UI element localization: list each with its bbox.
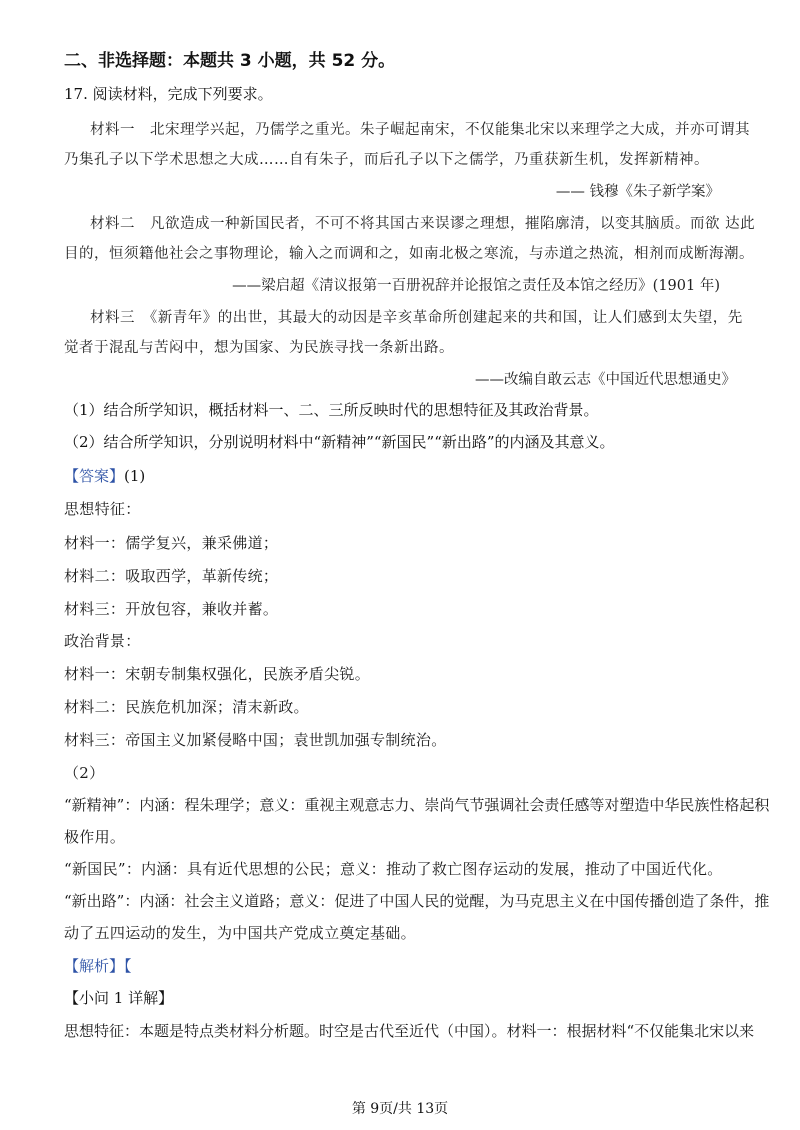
page-footer: 第 9页/共 13页 [351, 1101, 449, 1117]
section-title: 二、非选择题：本题共 3 小题，共 52 分。 [64, 51, 396, 71]
analysis-bracket: 【 [124, 957, 132, 975]
answer-part-1-label: (1) [124, 467, 146, 485]
material-1-source: —— 钱穆《朱子新学案》 [555, 184, 720, 200]
material-3-line-2: 觉者于混乱与苦闷中，想为国家、为民族寻找一条新出路。 [64, 340, 454, 356]
thought-item-2: 材料二：吸取西学，革新传统； [64, 567, 279, 585]
material-1-line-2: 乃集孔子以下学术思想之大成……自有朱子，而后孔子以下之儒学，乃重获新生机，发挥新精神。 [64, 152, 709, 168]
material-1-line-1: 材料一 北宋理学兴起，乃儒学之重光。朱子崛起南宋，不仅能集北宋以来理学之大成，并亦可谓其 [90, 122, 750, 138]
answer-tag: 【答案】 [64, 467, 125, 485]
analysis-heading [64, 956, 132, 976]
material-2-source: ——梁启超《清议报第一百册祝辞并论报馆之责任及本馆之经历》(1901 年) [232, 278, 720, 294]
question-prompt: 17. 阅读材料，完成下列要求。 [64, 85, 273, 103]
material-3-source: ——改编自敢云志《中国近代思想通史》 [475, 372, 736, 388]
material-3-line-1: 材料三 《新青年》的出世，其最大的动因是辛亥革命所创建起来的共和国，让人们感到太失望，先 [90, 310, 743, 326]
road-line-2: 动了五四运动的发生，为中国共产党成立奠定基础。 [64, 924, 416, 942]
politics-heading: 政治背景： [64, 632, 141, 650]
politics-item-1: 材料一：宋朝专制集权强化，民族矛盾尖锐。 [64, 665, 371, 683]
material-2-line-2: 目的，恒须籍他社会之事物理论，输入之而调和之，如南北极之寒流，与赤道之热流，相剂而成断海潮。 [64, 246, 754, 262]
material-2-line-1: 材料二 凡欲造成一种新国民者，不可不将其国古来误谬之理想，摧陷廓清，以变其脑质。而欲 达此 [90, 216, 756, 232]
sub-question-2: （2）结合所学知识，分别说明材料中“新精神”“新国民”“新出路”的内涵及其意义。 [64, 433, 615, 451]
spirit-line-2: 极作用。 [64, 828, 126, 846]
analysis-tag: 【解析】 [64, 957, 125, 975]
citizen-line: “新国民”：内涵：具有近代思想的公民；意义：推动了救亡图存运动的发展，推动了中国近代化。 [64, 860, 723, 878]
sub-question-1: （1）结合所学知识，概括材料一、二、三所反映时代的思想特征及其政治背景。 [64, 401, 599, 419]
thought-heading: 思想特征： [64, 500, 141, 518]
answer-part-2-label: （2） [64, 764, 105, 782]
politics-item-3: 材料三：帝国主义加紧侵略中国；袁世凯加强专制统治。 [64, 731, 447, 749]
thought-item-3: 材料三：开放包容，兼收并蓄。 [64, 600, 279, 618]
analysis-text: 思想特征：本题是特点类材料分析题。时空是古代至近代（中国）。材料一：根据材料“不仅能集北宋以来 [64, 1022, 755, 1040]
thought-item-1: 材料一：儒学复兴，兼采佛道； [64, 534, 279, 552]
answer-heading [64, 466, 145, 486]
road-line-1: “新出路”：内涵：社会主义道路；意义：促进了中国人民的觉醒，为马克思主义在中国传播创造了条件，推 [64, 892, 770, 910]
politics-item-2: 材料二：民族危机加深；清末新政。 [64, 698, 309, 716]
spirit-line-1: “新精神”：内涵：程朱理学；意义：重视主观意志力、崇尚气节强调社会责任感等对塑造中华民族性格起积 [64, 796, 770, 814]
sub-question-1-detail-tag: 【小问 1 详解】 [64, 989, 174, 1007]
